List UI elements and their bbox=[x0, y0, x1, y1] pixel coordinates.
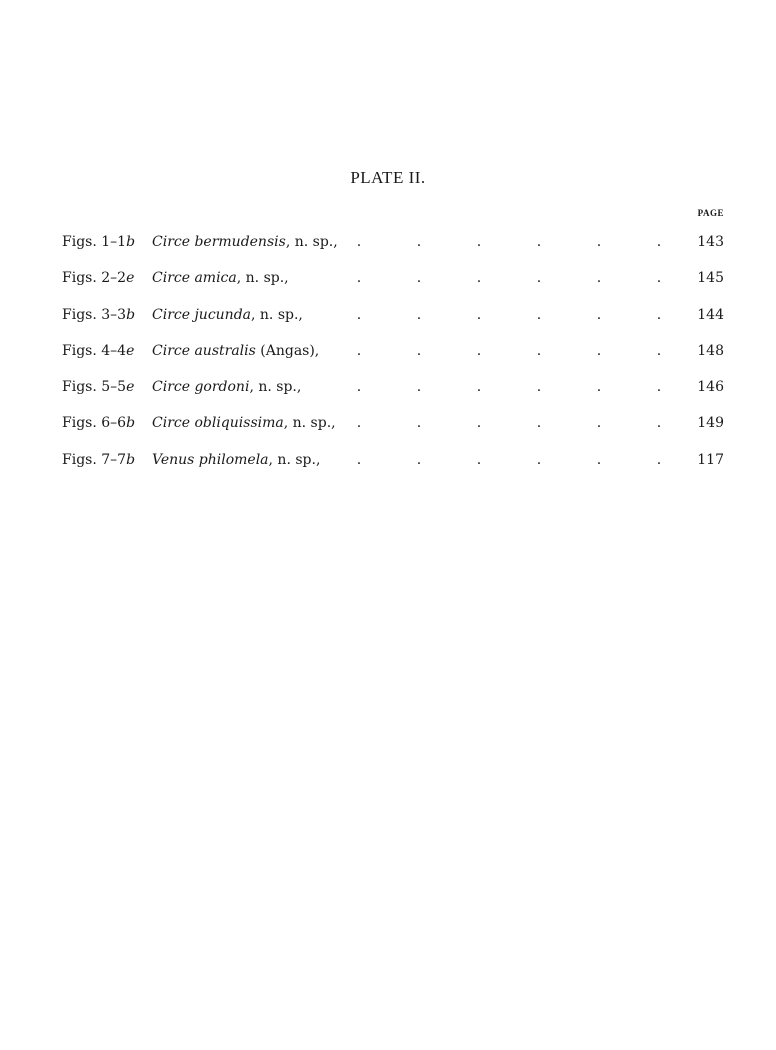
leader-dot: . bbox=[656, 342, 662, 359]
dot-leaders bbox=[356, 230, 664, 254]
species-annotation: , n. sp., bbox=[249, 379, 302, 396]
figs-range-number: 5–5 bbox=[101, 379, 127, 396]
leader-dot: . bbox=[356, 234, 362, 250]
figure-reference bbox=[62, 448, 135, 472]
species-name bbox=[152, 411, 336, 435]
leader-dot: . bbox=[656, 415, 662, 432]
figs-range-suffix: e bbox=[126, 379, 135, 396]
figure-entry bbox=[60, 371, 726, 407]
figs-range-suffix: b bbox=[126, 415, 136, 432]
figure-reference bbox=[62, 411, 135, 435]
species-binomial: Circe amica bbox=[152, 270, 237, 287]
species-name bbox=[152, 375, 301, 399]
leader-dot: . bbox=[536, 270, 542, 287]
leader-dot: . bbox=[536, 306, 542, 323]
leader-dot: . bbox=[536, 415, 542, 432]
leader-dot: . bbox=[416, 415, 422, 432]
leader-dot: . bbox=[596, 415, 602, 432]
figure-list bbox=[60, 226, 726, 480]
leader-dot: . bbox=[536, 451, 542, 468]
page-number: 148 bbox=[697, 342, 724, 359]
species-name bbox=[152, 339, 319, 363]
page-number: 146 bbox=[697, 379, 724, 396]
species-name bbox=[152, 266, 289, 290]
figs-range bbox=[101, 379, 134, 395]
figs-range-suffix: b bbox=[126, 234, 136, 250]
page-column-header: PAGE bbox=[697, 208, 724, 218]
figs-label: Figs. bbox=[62, 270, 97, 287]
figure-entry bbox=[60, 335, 726, 371]
leader-dot: . bbox=[356, 306, 362, 323]
leader-dot: . bbox=[656, 270, 662, 287]
dot-leaders bbox=[356, 448, 664, 472]
leader-dot: . bbox=[416, 379, 422, 396]
figure-entry bbox=[60, 407, 726, 443]
leader-dot: . bbox=[656, 306, 662, 323]
figs-range-number: 3–3 bbox=[101, 306, 127, 323]
page-number: 117 bbox=[697, 451, 724, 468]
leader-dot: . bbox=[596, 270, 602, 287]
dot-leaders bbox=[356, 411, 664, 435]
leader-dot: . bbox=[476, 415, 482, 432]
figs-range-number: 7–7 bbox=[101, 451, 127, 468]
leader-dot: . bbox=[356, 415, 362, 432]
leader-dot: . bbox=[476, 306, 482, 323]
figs-range bbox=[101, 343, 134, 359]
figs-range-number: 4–4 bbox=[101, 342, 127, 359]
leader-dot: . bbox=[356, 451, 362, 468]
figs-range bbox=[101, 270, 134, 286]
leader-dot: . bbox=[536, 379, 542, 396]
plate-title: PLATE II. bbox=[350, 168, 426, 187]
species-binomial: Circe jucunda bbox=[152, 306, 251, 323]
leader-dot: . bbox=[416, 306, 422, 323]
dot-leaders bbox=[356, 303, 664, 327]
leader-dot: . bbox=[536, 234, 542, 250]
figs-label: Figs. bbox=[62, 451, 97, 468]
species-name bbox=[152, 230, 338, 254]
leader-dot: . bbox=[596, 342, 602, 359]
figs-label: Figs. bbox=[62, 379, 97, 396]
dot-leaders bbox=[356, 266, 664, 290]
figs-range bbox=[101, 452, 135, 468]
leader-dot: . bbox=[656, 379, 662, 396]
figs-label: Figs. bbox=[62, 306, 97, 323]
dot-leaders bbox=[356, 375, 664, 399]
leader-dot: . bbox=[476, 379, 482, 396]
figure-reference bbox=[62, 303, 135, 327]
species-annotation: , n. sp., bbox=[251, 306, 303, 323]
figs-label: Figs. bbox=[62, 234, 97, 250]
figure-reference bbox=[62, 266, 134, 290]
figs-range bbox=[101, 415, 135, 431]
figure-entry bbox=[60, 444, 726, 480]
leader-dot: . bbox=[656, 234, 662, 250]
page-number: 149 bbox=[697, 415, 724, 432]
figs-range bbox=[101, 307, 135, 323]
figs-range bbox=[101, 234, 135, 250]
leader-dot: . bbox=[356, 379, 362, 396]
species-name bbox=[152, 448, 320, 472]
leader-dot: . bbox=[536, 342, 542, 359]
leader-dot: . bbox=[476, 234, 482, 250]
species-annotation: , n. sp., bbox=[283, 415, 336, 432]
species-binomial: Circe bermudensis bbox=[152, 234, 286, 250]
figs-range-number: 6–6 bbox=[101, 415, 127, 432]
leader-dot: . bbox=[416, 270, 422, 287]
leader-dot: . bbox=[656, 451, 662, 468]
leader-dot: . bbox=[596, 306, 602, 323]
species-annotation: , n. sp., bbox=[236, 270, 289, 287]
species-binomial: Circe australis bbox=[152, 342, 256, 359]
figs-range-suffix: e bbox=[126, 270, 135, 287]
figs-range-number: 2–2 bbox=[101, 270, 127, 287]
dot-leaders bbox=[356, 339, 664, 363]
figs-range-suffix: e bbox=[126, 342, 135, 359]
leader-dot: . bbox=[476, 342, 482, 359]
figs-range-suffix: b bbox=[126, 306, 136, 323]
leader-dot: . bbox=[356, 270, 362, 287]
species-annotation: , n. sp., bbox=[285, 234, 338, 250]
figure-entry bbox=[60, 226, 726, 262]
leader-dot: . bbox=[476, 451, 482, 468]
leader-dot: . bbox=[476, 270, 482, 287]
leader-dot: . bbox=[596, 379, 602, 396]
leader-dot: . bbox=[596, 451, 602, 468]
species-name bbox=[152, 303, 303, 327]
figure-entry bbox=[60, 299, 726, 335]
figs-range-suffix: b bbox=[126, 451, 136, 468]
species-binomial: Circe gordoni bbox=[152, 379, 250, 396]
species-annotation: , n. sp., bbox=[268, 451, 321, 468]
figure-reference bbox=[62, 339, 134, 363]
page-number: 145 bbox=[697, 270, 724, 287]
figure-reference bbox=[62, 230, 135, 254]
species-binomial: Circe obliquissima bbox=[152, 415, 284, 432]
leader-dot: . bbox=[596, 234, 602, 250]
species-annotation: (Angas), bbox=[255, 342, 320, 359]
figure-entry bbox=[60, 262, 726, 298]
figs-label: Figs. bbox=[62, 342, 97, 359]
page-number: 144 bbox=[697, 306, 724, 323]
figure-reference bbox=[62, 375, 134, 399]
leader-dot: . bbox=[416, 342, 422, 359]
figs-label: Figs. bbox=[62, 415, 97, 432]
species-binomial: Venus philomela bbox=[152, 451, 269, 468]
leader-dot: . bbox=[416, 234, 422, 250]
page-number: 143 bbox=[697, 234, 724, 250]
figs-range-number: 1–1 bbox=[101, 234, 127, 250]
leader-dot: . bbox=[416, 451, 422, 468]
leader-dot: . bbox=[356, 342, 362, 359]
